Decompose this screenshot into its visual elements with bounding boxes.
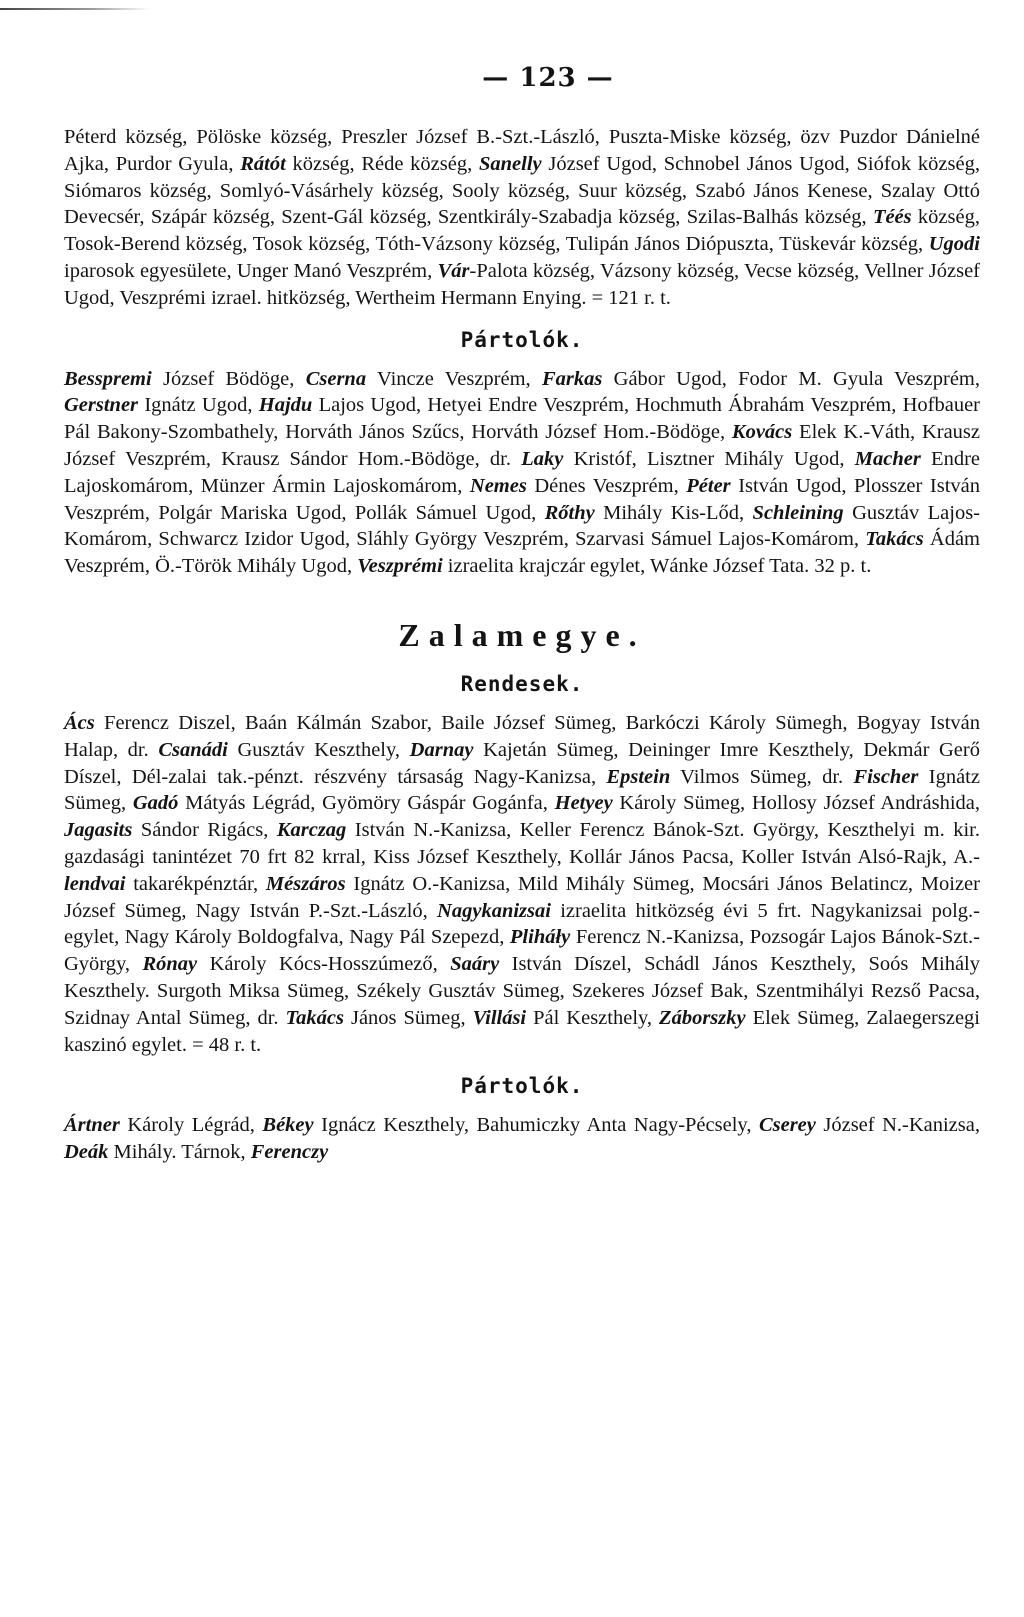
emphasized-name: Karczag xyxy=(276,819,347,842)
emphasized-name: Hetyey xyxy=(554,792,613,815)
section-heading-regular-members: Rendesek. xyxy=(460,671,584,696)
members-list-veszprem-rest: Péterd község, Pölöske község, Preszler József B.-Szt.-László, Puszta-Miske község, özv Puzdor Dánielné Ajka, Purdor Gyula, Rátót község, Réde község, Sanelly József Ugod, Schnobel János Ugod, Siófok község, Siómaros község, Somlyó-Vásárhely község, Sooly község, Suur község, Szabó János Kenese, Szalay Ottó Devecsér, Szápár község, Szent-Gál község, Szentkirály-Szabadja község, Szilas-Balhás község, Téés község, Tosok-Berend község, Tosok község, Tóth-Vázsony község, Tulipán János Diópuszta, Tüskevár község, Ugodi iparosok egyesülete, Unger Manó Veszprém, Vár-Palota község, Vázsony község, Vecse község, Vellner József Ugod, Veszprémi izrael. hitközség, Wertheim Hermann Enying. = 121 r. t. xyxy=(64,126,980,309)
emphasized-name: Ártner xyxy=(64,1114,120,1137)
supporters-list-veszprem: Besspremi József Bödöge, Cserna Vincze Veszprém, Farkas Gábor Ugod, Fodor M. Gyula Veszprém, Gerstner Ignátz Ugod, Hajdu Lajos Ugod, Hetyei Endre Veszprém, Hochmuth Ábrahám Veszprém, Hofbauer Pál Bakony-Szombathely, Horváth János Szűcs, Horváth József Hom.-Bödöge, Kovács Elek K.-Váth, Krausz József Veszprém, Krausz Sándor Hom.-Bödöge, dr. Laky Kristóf, Lisztner Mihály Ugod, Macher Endre Lajoskomárom, Münzer Ármin Lajoskomárom, Nemes Dénes Veszprém, Péter István Ugod, Plosszer István Veszprém, Polgár Mariska Ugod, Pollák Sámuel Ugod, Rőthy Mihály Kis-Lőd, Schleining Gusztáv Lajos-Komárom, Schwarcz Izidor Ugod, Sláhly György Veszprém, Szarvasi Sámuel Lajos-Komárom, Takács Ádám Veszprém, Ö.-Török Mihály Ugod, Veszprémi izraelita krajczár egylet, Wánke József Tata. 32 p. t. xyxy=(64,367,981,578)
members-list-zala: Ács Ferencz Diszel, Baán Kálmán Szabor, Baile József Sümeg, Barkóczi Károly Sümegh, Bogyay István Halap, dr. Csanádi Gusztáv Keszthely, Darnay Kajetán Sümeg, Deininger Imre Keszthely, Dekmár Gerő Díszel, Dél-zalai tak.-pénzt. részvény társaság Nagy-Kanizsa, Epstein Vilmos Sümeg, dr. Fischer Ignátz Sümeg, Gadó Mátyás Légrád, Gyömöry Gáspár Gogánfa, Hetyey Károly Sümeg, Hollosy József Andráshida, Jagasits Sándor Rigács, Karczag István N.-Kanizsa, Keller Ferencz Bánok-Szt. György, Keszthelyi m. kir. gazdasági tanintézet 70 frt 82 krral, Kiss József Keszthely, Kollár János Pacsa, Koller István Alsó-Rajk, A.-lendvai takarékpénztár, Mészáros Ignátz O.-Kanizsa, Mild Mihály Sümeg, Mocsári János Belatincz, Moizer József Sümeg, Nagy István P.-Szt.-László, Nagykanizsai izraelita hitközség évi 5 frt. Nagykanizsai polg.-egylet, Nagy Károly Boldogfalva, Nagy Pál Szepezd, Pliháły Ferencz N.-Kanizsa, Pozsogár Lajos Bánok-Szt.-György, Rónay Károly Kócs-Hosszúmező, Saáry István Díszel, Schádl János Keszthely, Soós Mihály Keszthely. Surgoth Miksa Sümeg, Székely Gusztáv Sümeg, Szekeres József Bak, Szentmihályi Rezső Pacsa, Szidnay Antal Sümeg, dr. Takács János Sümeg, Villási Pál Keszthely, Záborszky Elek Sümeg, Zalaegerszegi kaszinó egylet. = 48 r. t. xyxy=(64,711,981,1056)
emphasized-name: Gerstner xyxy=(64,394,139,417)
emphasized-name: Cserna xyxy=(305,367,367,390)
emphasized-name: Deák xyxy=(64,1141,109,1164)
emphasized-name: Epstein xyxy=(606,765,671,788)
emphasized-name: Vár xyxy=(437,259,470,282)
emphasized-name: Macher xyxy=(854,447,921,470)
emphasized-name: Péter xyxy=(686,474,731,497)
spacer xyxy=(64,580,980,594)
document-page xyxy=(64,62,980,1166)
emphasized-name: Farkas xyxy=(541,367,603,390)
section-heading-supporters-veszprem: Pártolók. xyxy=(460,327,584,352)
emphasized-name: Besspremi xyxy=(64,367,152,390)
emphasized-name: Nagykanizsai xyxy=(437,899,551,922)
supporters-list-zala: Ártner Károly Légrád, Békey Ignácz Keszthely, Bahumiczky Anta Nagy-Pécsely, Cserey József N.-Kanizsa, Deák Mihály. Tárnok, Ferenczy xyxy=(64,1114,980,1164)
emphasized-name: Schleining xyxy=(752,501,844,524)
scan-edge-mark xyxy=(0,8,150,10)
emphasized-name: Hajdu xyxy=(258,394,313,417)
emphasized-name: Nemes xyxy=(469,474,527,497)
emphasized-name: Gadó xyxy=(132,792,179,815)
emphasized-name: Rőthy xyxy=(544,501,595,524)
emphasized-name: Jagasits xyxy=(64,819,133,842)
emphasized-name: Rónay xyxy=(142,953,198,976)
emphasized-name: Cserey xyxy=(758,1114,816,1137)
emphasized-name: Sanelly xyxy=(478,152,542,175)
emphasized-name: Téés xyxy=(872,206,912,229)
emphasized-name: Laky xyxy=(521,447,564,470)
emphasized-name: Kovács xyxy=(731,421,793,444)
section-heading-supporters-zala: Pártolók. xyxy=(460,1074,584,1099)
emphasized-name: Darnay xyxy=(409,738,474,761)
emphasized-name: Záborszky xyxy=(659,1006,746,1029)
emphasized-name: Ferenczy xyxy=(250,1141,329,1164)
emphasized-name: Békey xyxy=(262,1114,314,1137)
emphasized-name: Ugodi xyxy=(928,233,980,256)
emphasized-name: Fischer xyxy=(853,765,919,788)
emphasized-name: Veszprémi xyxy=(357,555,443,578)
emphasized-name: Takács xyxy=(865,528,924,551)
emphasized-name: Takács xyxy=(285,1006,344,1029)
emphasized-name: Csanádi xyxy=(158,738,228,761)
emphasized-name: Pliháły xyxy=(509,926,571,949)
emphasized-name: Saáry xyxy=(450,953,500,976)
emphasized-name: Ács xyxy=(64,711,95,734)
emphasized-name: Rátót xyxy=(240,152,286,175)
emphasized-name: Villási xyxy=(472,1006,527,1029)
emphasized-name: Mészáros xyxy=(265,872,346,895)
emphasized-name: lendvai xyxy=(64,872,126,895)
page-number: — 123 — xyxy=(482,63,614,93)
county-heading-zala: Zalamegye. xyxy=(398,616,646,653)
